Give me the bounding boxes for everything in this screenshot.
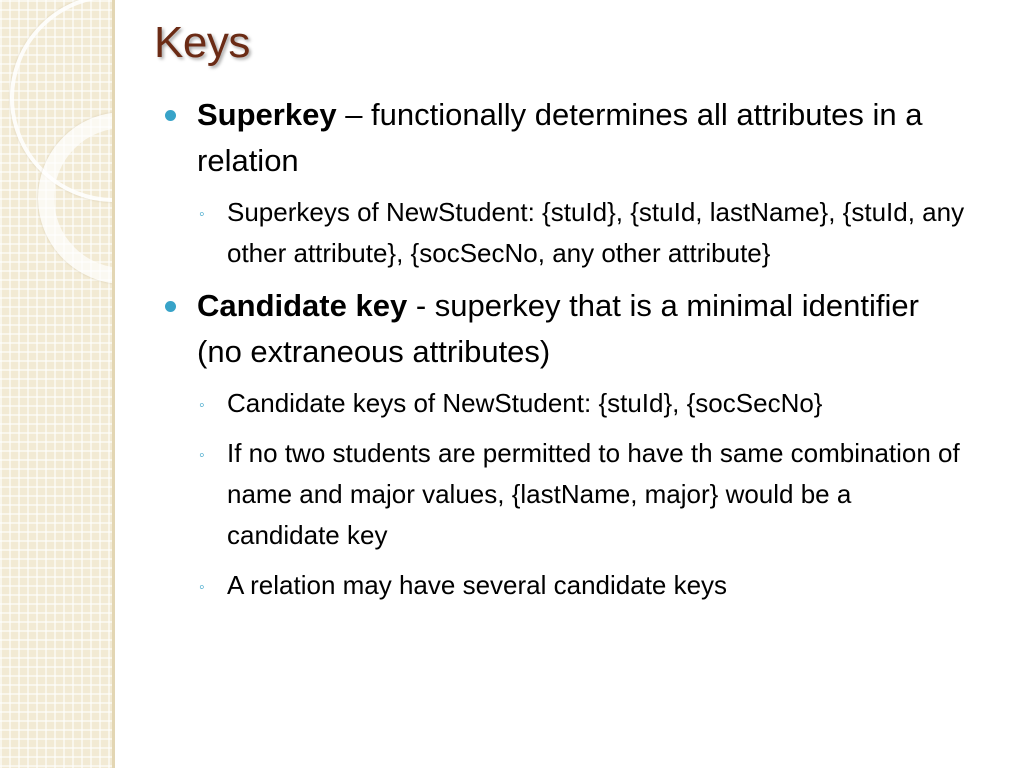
bullet-text: - superkey that is a minimal identifier (no extraneous attributes) [197,288,919,369]
bullet-term: Candidate key [197,288,408,323]
sub-list [165,383,965,606]
sub-bullet-text: If no two students are permitted to have th same combination of name and major values, {lastName, major} would be a candidate key [227,438,960,550]
circle-bullet-icon: ◦ [199,447,205,464]
bullet-term: Superkey [197,97,337,132]
bullet-icon [165,301,176,312]
circle-bullet-icon: ◦ [199,397,205,414]
sub-bullet-item [165,383,965,424]
circle-bullet-icon: ◦ [199,206,205,223]
slide-title: Keys [154,18,250,67]
sidebar-divider [112,0,115,768]
decorative-sidebar [0,0,112,768]
sub-bullet-text: Superkeys of NewStudent: {stuId}, {stuId, lastName}, {stuId, any other attribute}, {socSecNo, any other attribute} [227,197,965,268]
bullet-item-superkey [165,92,965,184]
circle-bullet-icon: ◦ [199,579,205,596]
bullet-item-candidate-key [165,283,965,375]
bullet-text: – functionally determines all attributes in a relation [197,97,923,178]
sub-list [165,192,965,274]
sub-bullet-text: A relation may have several candidate keys [227,570,728,600]
sub-bullet-item [165,565,965,606]
sub-bullet-item [165,192,965,274]
bullet-icon [165,110,176,121]
slide-content [165,92,965,615]
sub-bullet-text: Candidate keys of NewStudent: {stuId}, {socSecNo} [227,388,823,418]
sub-bullet-item [165,433,965,556]
